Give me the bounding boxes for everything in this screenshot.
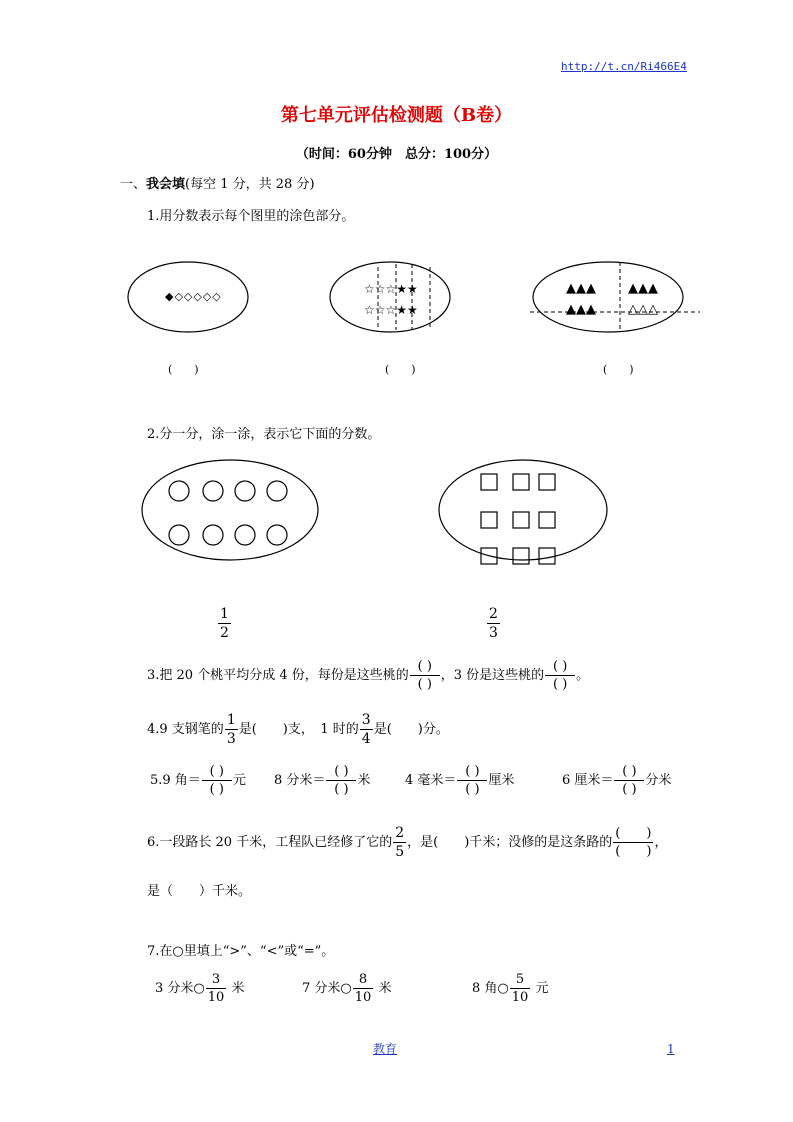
blank-denominator[interactable]: ( ) — [417, 677, 432, 692]
q4-text-a: 4.9 支钢笔的 — [147, 722, 224, 737]
q3-text-c: 。 — [576, 668, 590, 683]
ellipse-2 — [330, 262, 450, 332]
fraction-numerator: 1 — [220, 606, 229, 622]
squares-group — [481, 474, 555, 564]
blank-denominator[interactable]: ( ) — [334, 782, 349, 797]
q3-text-a: 3.把 20 个桃平均分成 4 份，每份是这些桃的 — [147, 668, 409, 683]
question-7: 7.在○里填上“>”、“<”或“=”。 — [147, 944, 335, 959]
q7-unit: 元 — [535, 981, 549, 996]
q6-text-c: ， — [654, 835, 668, 850]
blank-denominator[interactable]: ( ) — [553, 677, 568, 692]
q7-prefix: 3 分米○ — [155, 981, 205, 996]
answer-blank-3[interactable]: ( ) — [603, 363, 634, 376]
blank-numerator[interactable]: ( ) — [553, 659, 568, 674]
q6-text-a: 6.一段路长 20 千米，工程队已经修了它的 — [147, 835, 393, 850]
page-number: 1 — [667, 1042, 675, 1056]
q5-prefix: 5.9 角＝ — [150, 773, 201, 788]
section-title: 我会填 — [146, 177, 186, 192]
q5-unit: 厘米 — [488, 773, 515, 788]
fraction-denominator: 10 — [207, 990, 225, 1005]
dashed-dividers-2 — [378, 264, 430, 330]
q7-prefix: 8 角○ — [472, 981, 509, 996]
fraction-numerator: 3 — [211, 972, 221, 987]
blank-denominator[interactable]: ( ) — [465, 782, 480, 797]
question-6 — [147, 824, 667, 862]
fraction-denominator: 4 — [361, 731, 371, 747]
blank-numerator[interactable]: ( ) — [209, 764, 224, 779]
fraction-numerator: 8 — [358, 972, 368, 987]
triangle-row-bl: ▲▲▲ — [566, 302, 596, 317]
blank-denominator[interactable]: ( ) — [622, 782, 637, 797]
fraction-numerator: 5 — [515, 972, 525, 987]
blank-numerator[interactable]: ( ) — [334, 764, 349, 779]
q4-text-b: 是( )支， 1 时的 — [238, 722, 359, 737]
fraction-numerator: 1 — [226, 712, 236, 728]
star-row-1: ☆☆☆★★ — [364, 282, 418, 296]
fraction-two-thirds — [486, 607, 501, 640]
fraction-denominator: 2 — [220, 625, 229, 641]
diamond-row: ◆◇◇◇◇◇ — [165, 290, 222, 303]
star-row-2: ☆☆☆★★ — [364, 303, 418, 317]
q5-prefix: 8 分米＝ — [274, 773, 326, 788]
ellipse-squares — [439, 460, 607, 560]
q7-prefix: 7 分米○ — [302, 981, 352, 996]
blank-numerator[interactable]: ( ) — [417, 659, 432, 674]
question-5-item-1 — [150, 762, 246, 800]
question-1: 1.用分数表示每个图里的涂色部分。 — [147, 209, 355, 224]
question-5-item-4 — [562, 762, 671, 800]
fraction-one-half — [217, 607, 232, 640]
section-prefix: 一、 — [120, 177, 147, 192]
q5-unit: 分米 — [645, 773, 672, 788]
fraction-denominator: 3 — [489, 625, 498, 641]
ellipse-3 — [533, 262, 683, 332]
header-link[interactable]: http://t.cn/Ri466E4 — [561, 60, 687, 73]
answer-blank-2[interactable]: ( ) — [385, 363, 416, 376]
circles-group — [169, 481, 287, 545]
question-7-item-1 — [155, 970, 244, 1008]
fraction-numerator: 2 — [489, 606, 498, 622]
triangle-row-tl: ▲▲▲ — [566, 281, 596, 296]
q5-prefix: 4 毫米＝ — [405, 773, 457, 788]
question-7-item-2 — [302, 970, 391, 1008]
question-5-item-3 — [405, 762, 514, 800]
question-2: 2.分一分，涂一涂，表示它下面的分数。 — [147, 427, 381, 442]
fraction-denominator: 5 — [395, 844, 405, 860]
triangle-row-br: △△△ — [628, 302, 658, 317]
q5-unit: 米 — [357, 773, 371, 788]
blank-denominator[interactable]: ( ) — [615, 844, 652, 859]
q4-text-c: 是( )分。 — [373, 722, 449, 737]
question-7-item-3 — [472, 970, 548, 1008]
q5-prefix: 6 厘米＝ — [562, 773, 614, 788]
q7-unit: 米 — [231, 981, 245, 996]
question-5-item-2 — [274, 762, 370, 800]
fraction-denominator: 10 — [354, 990, 372, 1005]
answer-blank-1[interactable]: ( ) — [168, 363, 199, 376]
blank-numerator[interactable]: ( ) — [615, 826, 652, 841]
q3-text-b: ，3 份是这些桃的 — [440, 668, 545, 683]
blank-denominator[interactable]: ( ) — [209, 782, 224, 797]
ellipse-circles — [142, 460, 318, 560]
question-3 — [147, 657, 589, 695]
section-note: (每空 1 分，共 28 分) — [185, 177, 315, 192]
q6-text-b: ，是( )千米；没修的是这条路的 — [407, 835, 613, 850]
question-6-line-2: 是（ ）千米。 — [147, 884, 252, 899]
fraction-denominator: 10 — [511, 990, 529, 1005]
fraction-numerator: 2 — [395, 825, 405, 841]
question-4 — [147, 711, 449, 749]
q7-unit: 米 — [378, 981, 392, 996]
fraction-denominator: 3 — [226, 731, 236, 747]
triangle-row-tr: ▲▲▲ — [628, 281, 658, 296]
q5-unit: 元 — [232, 773, 246, 788]
blank-numerator[interactable]: ( ) — [465, 764, 480, 779]
fraction-numerator: 3 — [361, 712, 371, 728]
page-title: 第七单元评估检测题（B卷） — [280, 105, 513, 126]
blank-numerator[interactable]: ( ) — [622, 764, 637, 779]
page-subtitle: （时间：60分钟 总分：100分） — [295, 147, 498, 162]
footer-link[interactable]: 教育 — [373, 1042, 398, 1056]
